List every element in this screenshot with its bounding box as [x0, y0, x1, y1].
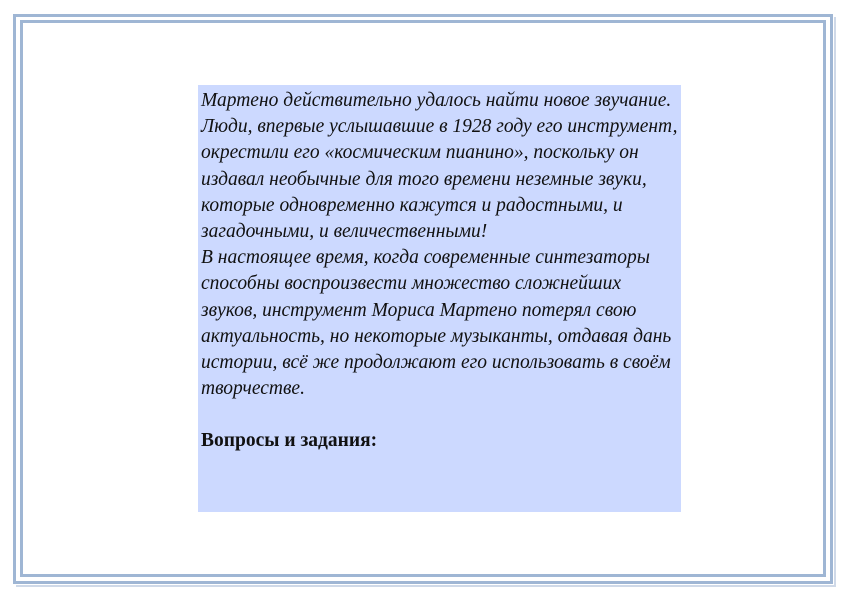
spacer — [201, 402, 679, 428]
paragraph-martenot-sound: Мартено действительно удалось найти новое звучание. Люди, впервые услышавшие в 1928 году его инструмент, окрестили его «космическим пианино», поскольку он издавал необычные для того времени неземные звуки, которые одновременно кажутся и радостными, и загадочными, и величественными! — [201, 90, 678, 243]
paragraph-modern-synthesizers: В настоящее время, когда современные синтезаторы способны воспроизвести множество сложнейших звуков, инструмент Мориса Мартено потерял свою актуальность, но некоторые музыканты, отдавая дань истории, всё же продолжают его использовать в своём творчестве. — [201, 247, 672, 400]
questions-heading: Вопросы и задания: — [201, 430, 378, 452]
text-box — [198, 85, 681, 512]
